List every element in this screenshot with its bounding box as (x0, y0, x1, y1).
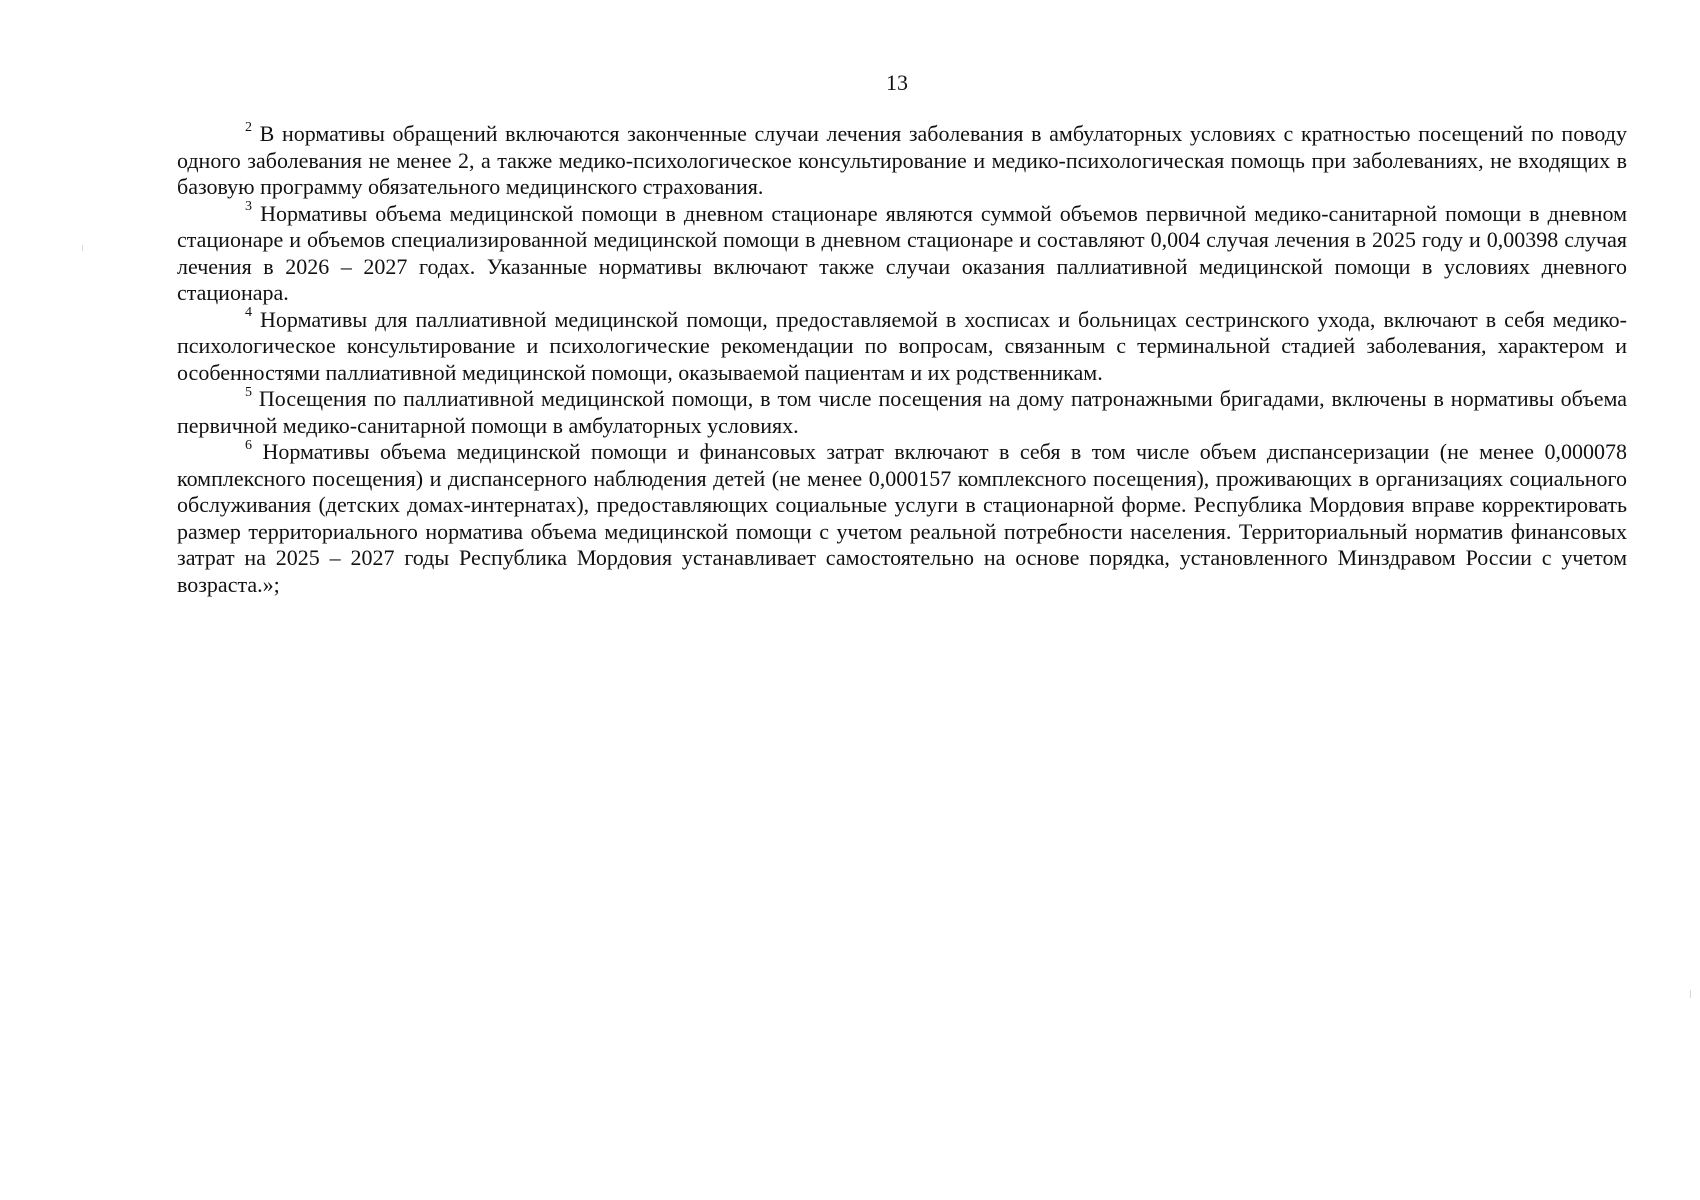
footnote-text: Посещения по паллиативной медицинской помощи, в том числе посещения на дому патронажными бригадами, включены в нормативы объема первичной медико-санитарной помощи в амбулаторных условиях. (177, 386, 1627, 438)
footnote-text: Нормативы объема медицинской помощи в дневном стационаре являются суммой объемов первичной медико-санитарной помощи в дневном стационаре и объемов специализированной медицинской помощи в дневном стационаре и составляют 0,004 случая лечения в 2025 году и 0,00398 случая лечения в 2026 – 2027 годах. Указанные нормативы включают также случаи оказания паллиативной медицинской помощи в условиях дневного стационара. (177, 200, 1627, 305)
footnotes-block (177, 121, 1627, 598)
footnote-text: В нормативы обращений включаются законченные случаи лечения заболевания в амбулаторных условиях с кратностью посещений по поводу одного заболевания не менее 2, а также медико-психологическое консультирование и медико-психологическая помощь при заболеваниях, не входящих в базовую программу обязательного медицинского страхования. (177, 121, 1627, 199)
footnote-marker: 3 (245, 199, 252, 215)
scan-artifact-left (82, 245, 83, 251)
footnote-text: Нормативы объема медицинской помощи и финансовых затрат включают в себя в том числе объем диспансеризации (не менее 0,000078 комплексного посещения) и диспансерного наблюдения детей (не менее 0,000157 комплексного посещения), проживающих в организациях социального обслуживания (детских домах-интернатах), предоставляющих социальные услуги в стационарной форме. Республика Мордовия вправе корректировать размер территориального норматива объема медицинской помощи с учетом реальной потребности населения. Территориальный норматив финансовых затрат на 2025 – 2027 годы Республика Мордовия устанавливает самостоятельно на основе порядка, установленного Минздравом России с учетом возраста.»; (177, 439, 1628, 597)
footnote-marker: 6 (245, 437, 252, 453)
page-number: 13 (886, 70, 908, 95)
footnote-marker: 2 (245, 119, 252, 135)
footnote-text: Нормативы для паллиативной медицинской помощи, предоставляемой в хосписах и больницах сестринского ухода, включают в себя медико-психологическое консультирование и психологические рекомендации по вопросам, связанным с терминальной стадией заболевания, характером и особенностями паллиативной медицинской помощи, оказываемой пациентам и их родственникам. (177, 306, 1628, 385)
footnote-5 (177, 386, 1627, 439)
footnote-marker: 5 (245, 384, 252, 400)
footnote-2 (177, 121, 1627, 201)
footnote-marker: 4 (245, 305, 252, 321)
footnote-3 (177, 201, 1627, 307)
scan-artifact-right (1690, 990, 1691, 998)
footnote-4 (177, 307, 1627, 387)
footnote-6 (177, 439, 1627, 598)
